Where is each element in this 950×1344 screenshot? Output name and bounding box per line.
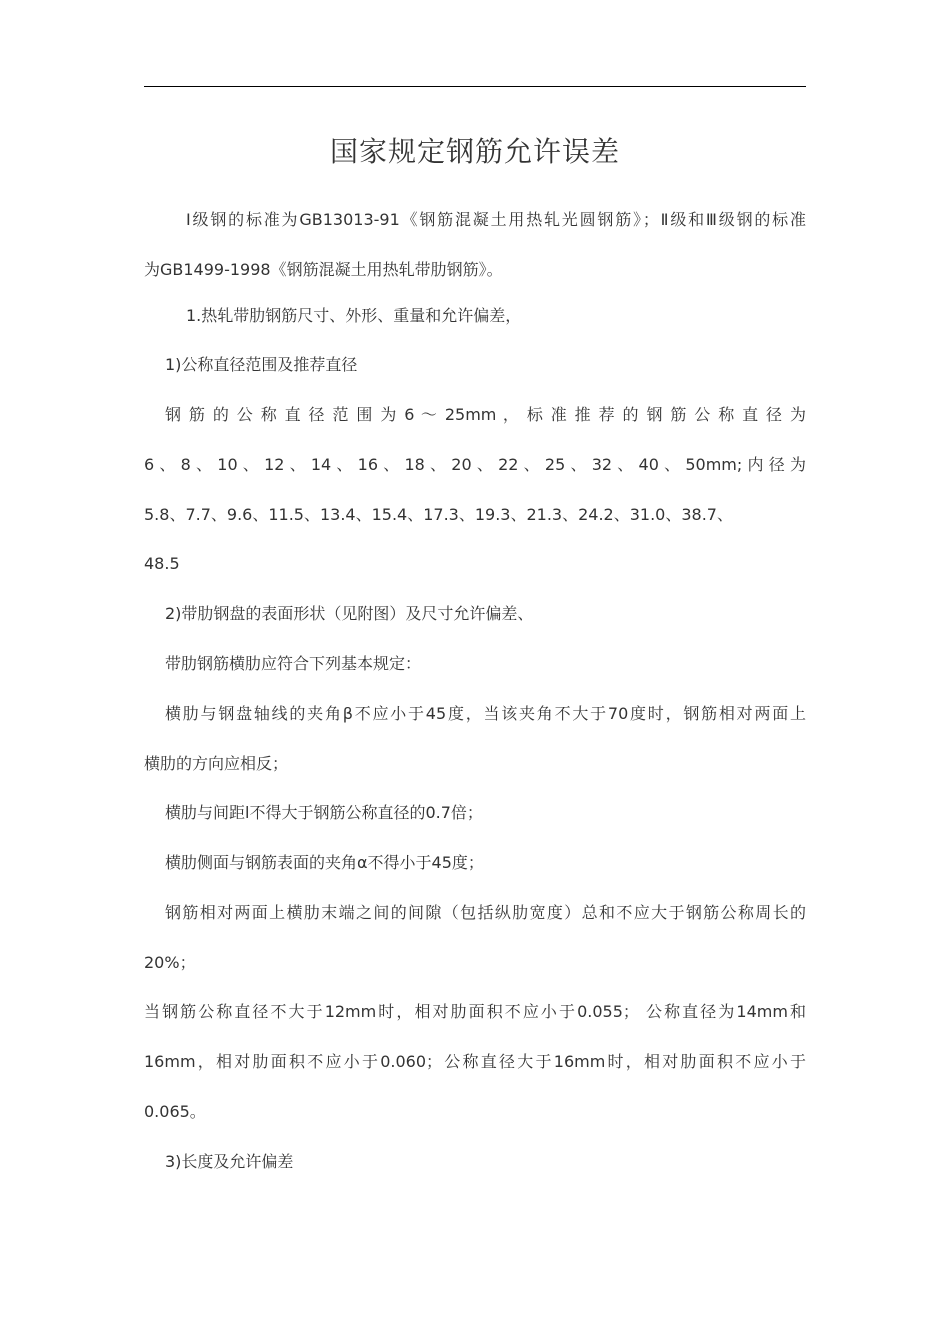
section-heading: 1)公称直径范围及推荐直径 — [165, 355, 358, 374]
paragraph-line: 当钢筋公称直径不大于12mm时，相对肋面积不应小于0.055； 公称直径为14mm和 — [144, 1002, 806, 1021]
paragraph-line: 0.065。 — [144, 1102, 206, 1121]
paragraph-line: 为GB1499-1998《钢筋混凝土用热轧带肋钢筋》。 — [144, 260, 503, 279]
paragraph-line: 横肋与间距l不得大于钢筋公称直径的0.7倍； — [165, 803, 483, 822]
page-title: 国家规定钢筋允许误差 — [329, 135, 620, 168]
section-heading: 3)长度及允许偏差 — [165, 1152, 294, 1171]
paragraph-line: 16mm，相对肋面积不应小于0.060；公称直径大于16mm时，相对肋面积不应小于 — [144, 1052, 806, 1071]
header-rule — [144, 86, 806, 87]
section-heading: 2)带肋钢盘的表面形状（见附图）及尺寸允许偏差、 — [165, 604, 534, 623]
paragraph-line: 横肋的方向应相反； — [144, 754, 289, 773]
paragraph-line: 带肋钢筋横肋应符合下列基本规定： — [165, 654, 422, 673]
paragraph-line: Ⅰ级钢的标准为GB13013-91《钢筋混凝土用热轧光圆钢筋》；Ⅱ级和Ⅲ级钢的标准 — [186, 210, 806, 229]
paragraph-line: 钢筋相对两面上横肋末端之间的间隙（包括纵肋宽度）总和不应大于钢筋公称周长的 — [165, 903, 806, 922]
paragraph-line: 钢 筋 的 公 称 直 径 范 围 为 6 ～ 25mm ， 标 准 推 荐 的 钢 筋 公 称 直 径 为 — [165, 405, 806, 424]
paragraph-line: 48.5 — [144, 554, 180, 573]
paragraph-line: 5.8、7.7、9.6、11.5、13.4、15.4、17.3、19.3、21.3、24.2、31.0、38.7、 — [144, 505, 733, 524]
paragraph-line: 横肋侧面与钢筋表面的夹角α不得小于45度； — [165, 853, 484, 872]
paragraph-line: 1.热轧带肋钢筋尺寸、外形、重量和允许偏差， — [186, 306, 522, 325]
paragraph-line: 横肋与钢盘轴线的夹角β不应小于45度，当该夹角不大于70度时，钢筋相对两面上 — [165, 704, 806, 723]
paragraph-line: 6 、 8 、 10 、 12 、 14 、 16 、 18 、 20 、 22 、 25 、 32 、 40 、 50mm; 内 径 为 — [144, 455, 806, 474]
paragraph-line: 20%； — [144, 953, 196, 972]
